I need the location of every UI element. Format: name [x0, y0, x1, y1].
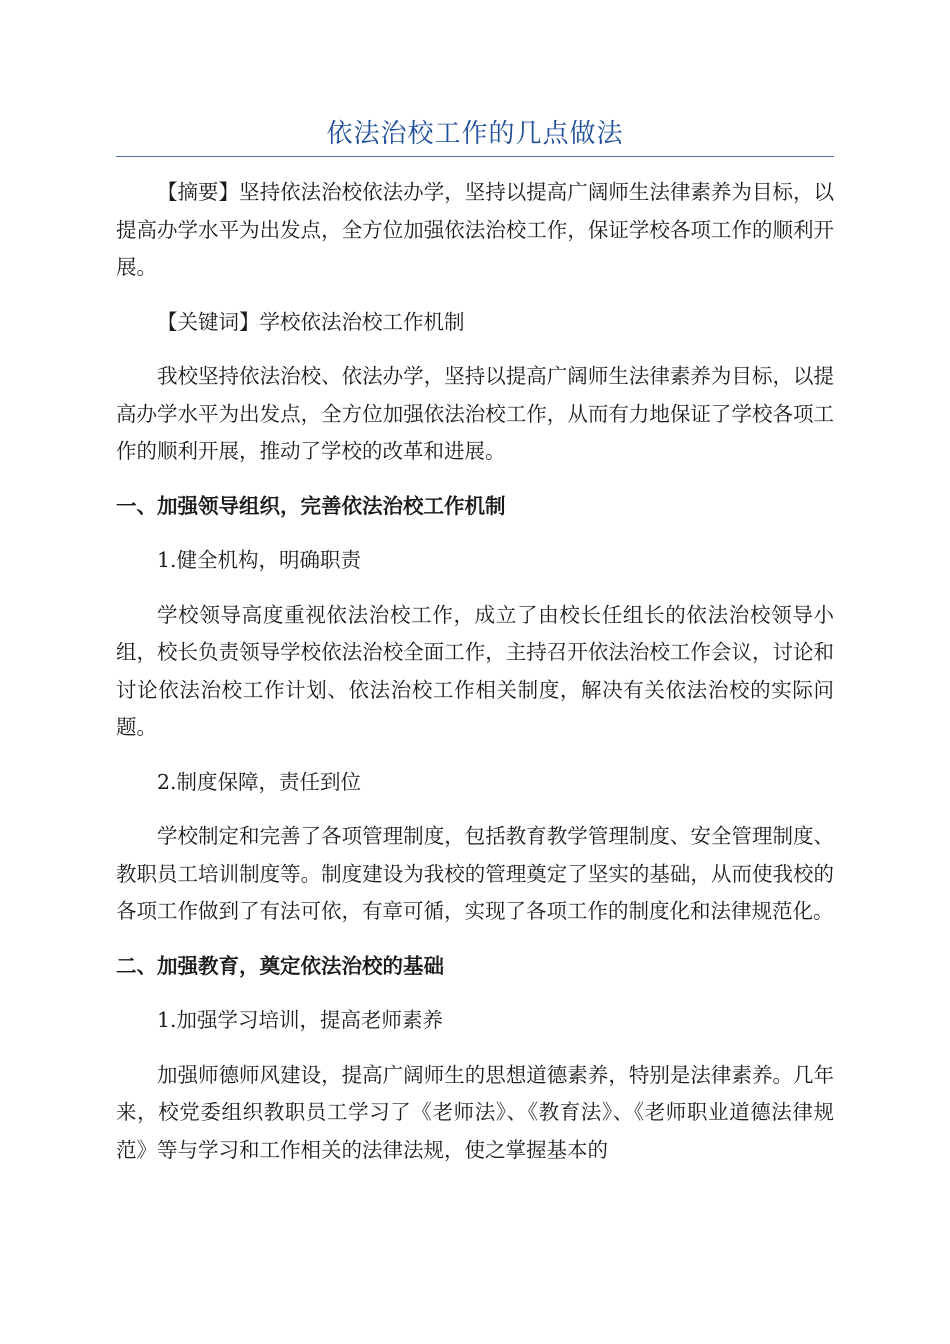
body-paragraph: 加强师德师风建设，提高广阔师生的思想道德素养，特别是法律素养。几年来，校党委组织教职员工学习了《老师法》、《教育法》、《老师职业道德法律规范》等与学习和工作相关的法律法规，使之掌握基本的 — [116, 1062, 834, 1162]
body-paragraph: 学校制定和完善了各项管理制度，包括教育教学管理制度、安全管理制度、教职员工培训制度等。制度建设为我校的管理奠定了坚实的基础，从而使我校的各项工作做到了有法可依，有章可循，实现了各项工作的制度化和法律规范化。 — [116, 824, 834, 923]
abstract-paragraph: 【摘要】坚持依法治校依法办学，坚持以提高广阔师生法律素养为目标，以提高办学水平为出发点，全方位加强依法治校工作，保证学校各项工作的顺利开展。 — [116, 180, 834, 279]
document-title: 依法治校工作的几点做法 — [326, 119, 624, 149]
body-paragraph: 学校领导高度重视依法治校工作，成立了由校长任组长的依法治校领导小组，校长负责领导学校依法治校全面工作，主持召开依法治校工作会议，讨论和讨论依法治校工作计划、依法治校工作相关制度，解决有关依法治校的实际问题。 — [116, 602, 834, 739]
section-heading-1: 一、加强领导组织，完善依法治校工作机制 — [116, 493, 506, 518]
section-heading-2: 二、加强教育，奠定依法治校的基础 — [116, 953, 444, 978]
intro-paragraph: 我校坚持依法治校、依法办学，坚持以提高广阔师生法律素养为目标，以提高办学水平为出发点，全方位加强依法治校工作，从而有力地保证了学校各项工作的顺利开展，推动了学校的改革和进展。 — [116, 364, 834, 463]
subheading-1-2: 2.制度保障，责任到位 — [157, 769, 362, 794]
title-block — [116, 112, 834, 157]
subheading-1-1: 1.健全机构，明确职责 — [157, 548, 362, 572]
keywords-paragraph: 【关键词】学校依法治校工作机制 — [157, 309, 465, 334]
document-body — [116, 174, 834, 1186]
subheading-2-1: 1.加强学习培训，提高老师素养 — [157, 1008, 444, 1032]
